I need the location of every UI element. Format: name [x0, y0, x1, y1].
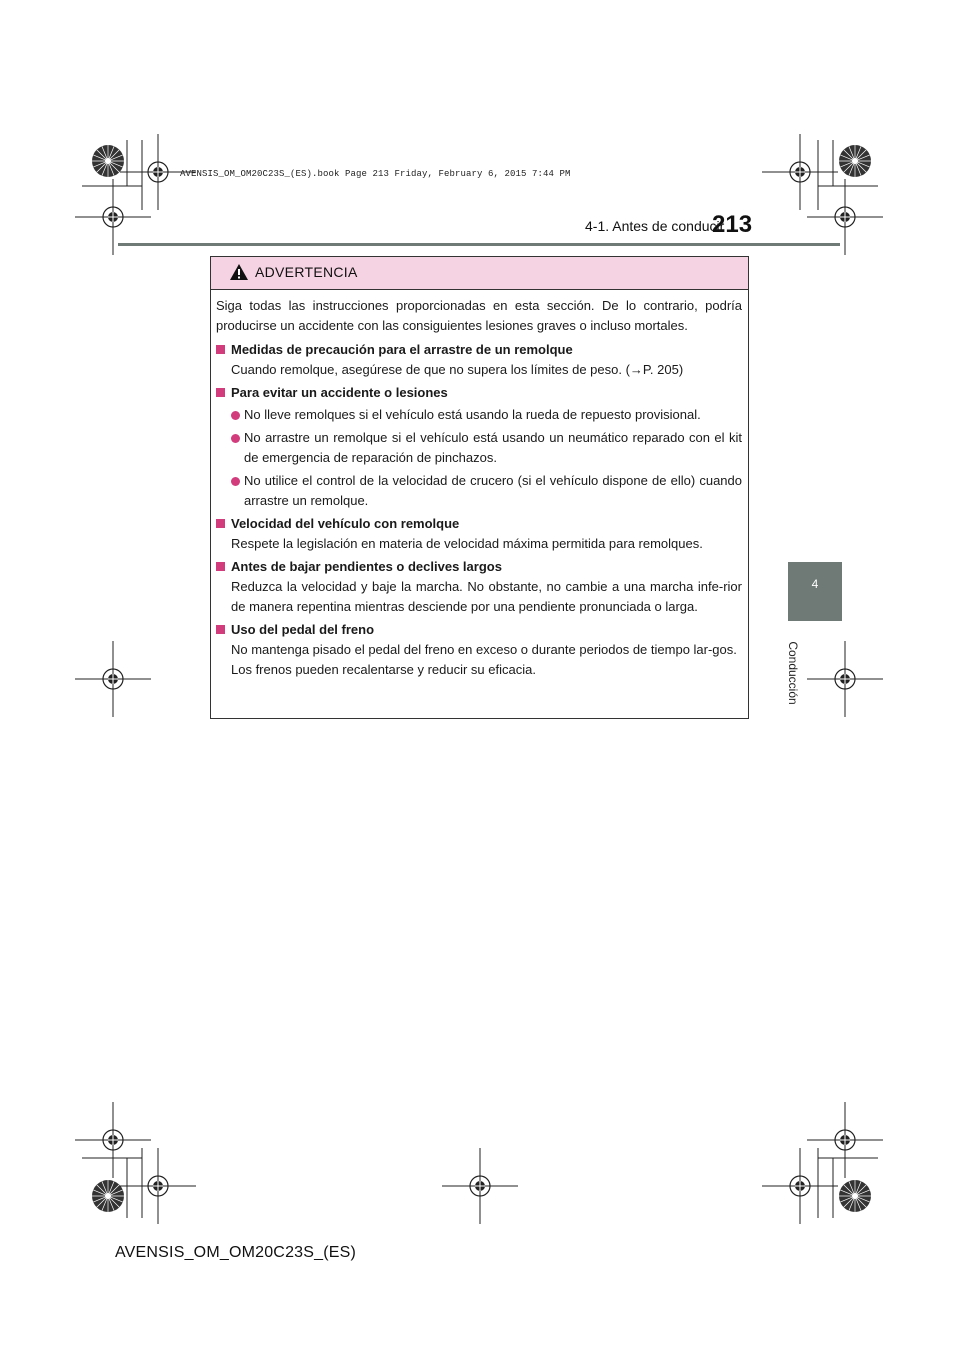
warning-body [211, 290, 748, 680]
section-heading: Velocidad del vehículo con remolque [216, 514, 742, 534]
warning-title: ADVERTENCIA [255, 264, 358, 280]
section-heading: Para evitar un accidente o lesiones [216, 383, 742, 403]
section-title: 4-1. Antes de conducir [585, 218, 725, 234]
section-text: Cuando remolque, asegúrese de que no supera los límites de peso. (→P. 205) [231, 362, 684, 377]
bullet-item: No lleve remolques si el vehículo está usando la rueda de repuesto provisional. [216, 405, 742, 425]
warning-box [210, 256, 749, 719]
book-info-line: AVENSIS_OM_OM20C23S_(ES).book Page 213 Friday, February 6, 2015 7:44 PM [180, 169, 571, 179]
section-heading: Medidas de precaución para el arrastre de un remolque [216, 340, 742, 360]
section-text: Reduzca la velocidad y baje la marcha. No obstante, no cambie a una marcha infe-rior de manera repentina mientras desciende por una pendiente pronunciada o larga. [231, 579, 742, 614]
section-text: No mantenga pisado el pedal del freno en exceso o durante periodos de tiempo lar-gos. [231, 642, 737, 657]
warning-triangle-icon [229, 263, 249, 281]
chapter-title: Conducción [786, 641, 800, 705]
chapter-number: 4 [811, 577, 819, 591]
square-bullet-icon [216, 388, 225, 397]
warning-header [211, 257, 748, 290]
bullet-item: No arrastre un remolque si el vehículo está usando un neumático reparado con el kit de emergencia de reparación de pinchazos. [216, 428, 742, 468]
circle-bullet-icon [231, 411, 240, 420]
circle-bullet-icon [231, 477, 240, 486]
section-text: Respete la legislación en materia de velocidad máxima permitida para remolques. [231, 536, 703, 551]
footer-doc-id: AVENSIS_OM_OM20C23S_(ES) [115, 1244, 357, 1261]
square-bullet-icon [216, 345, 225, 354]
section-heading: Uso del pedal del freno [216, 620, 742, 640]
arrow-icon: → [629, 362, 643, 377]
square-bullet-icon [216, 519, 225, 528]
chapter-label [778, 628, 808, 718]
page-number: 213 [712, 211, 753, 238]
circle-bullet-icon [231, 434, 240, 443]
chapter-tab [788, 562, 842, 621]
header-rule [118, 243, 840, 246]
section-text: Los frenos pueden recalentarse y reducir su eficacia. [231, 662, 536, 677]
warning-intro: Siga todas las instrucciones proporcionadas en esta sección. De lo contrario, podría producirse un accidente con las consiguientes lesiones graves o incluso mortales. [216, 298, 742, 333]
square-bullet-icon [216, 625, 225, 634]
bullet-item: No utilice el control de la velocidad de crucero (si el vehículo dispone de ello) cuando arrastre un remolque. [216, 471, 742, 511]
square-bullet-icon [216, 562, 225, 571]
section-heading: Antes de bajar pendientes o declives largos [216, 557, 742, 577]
